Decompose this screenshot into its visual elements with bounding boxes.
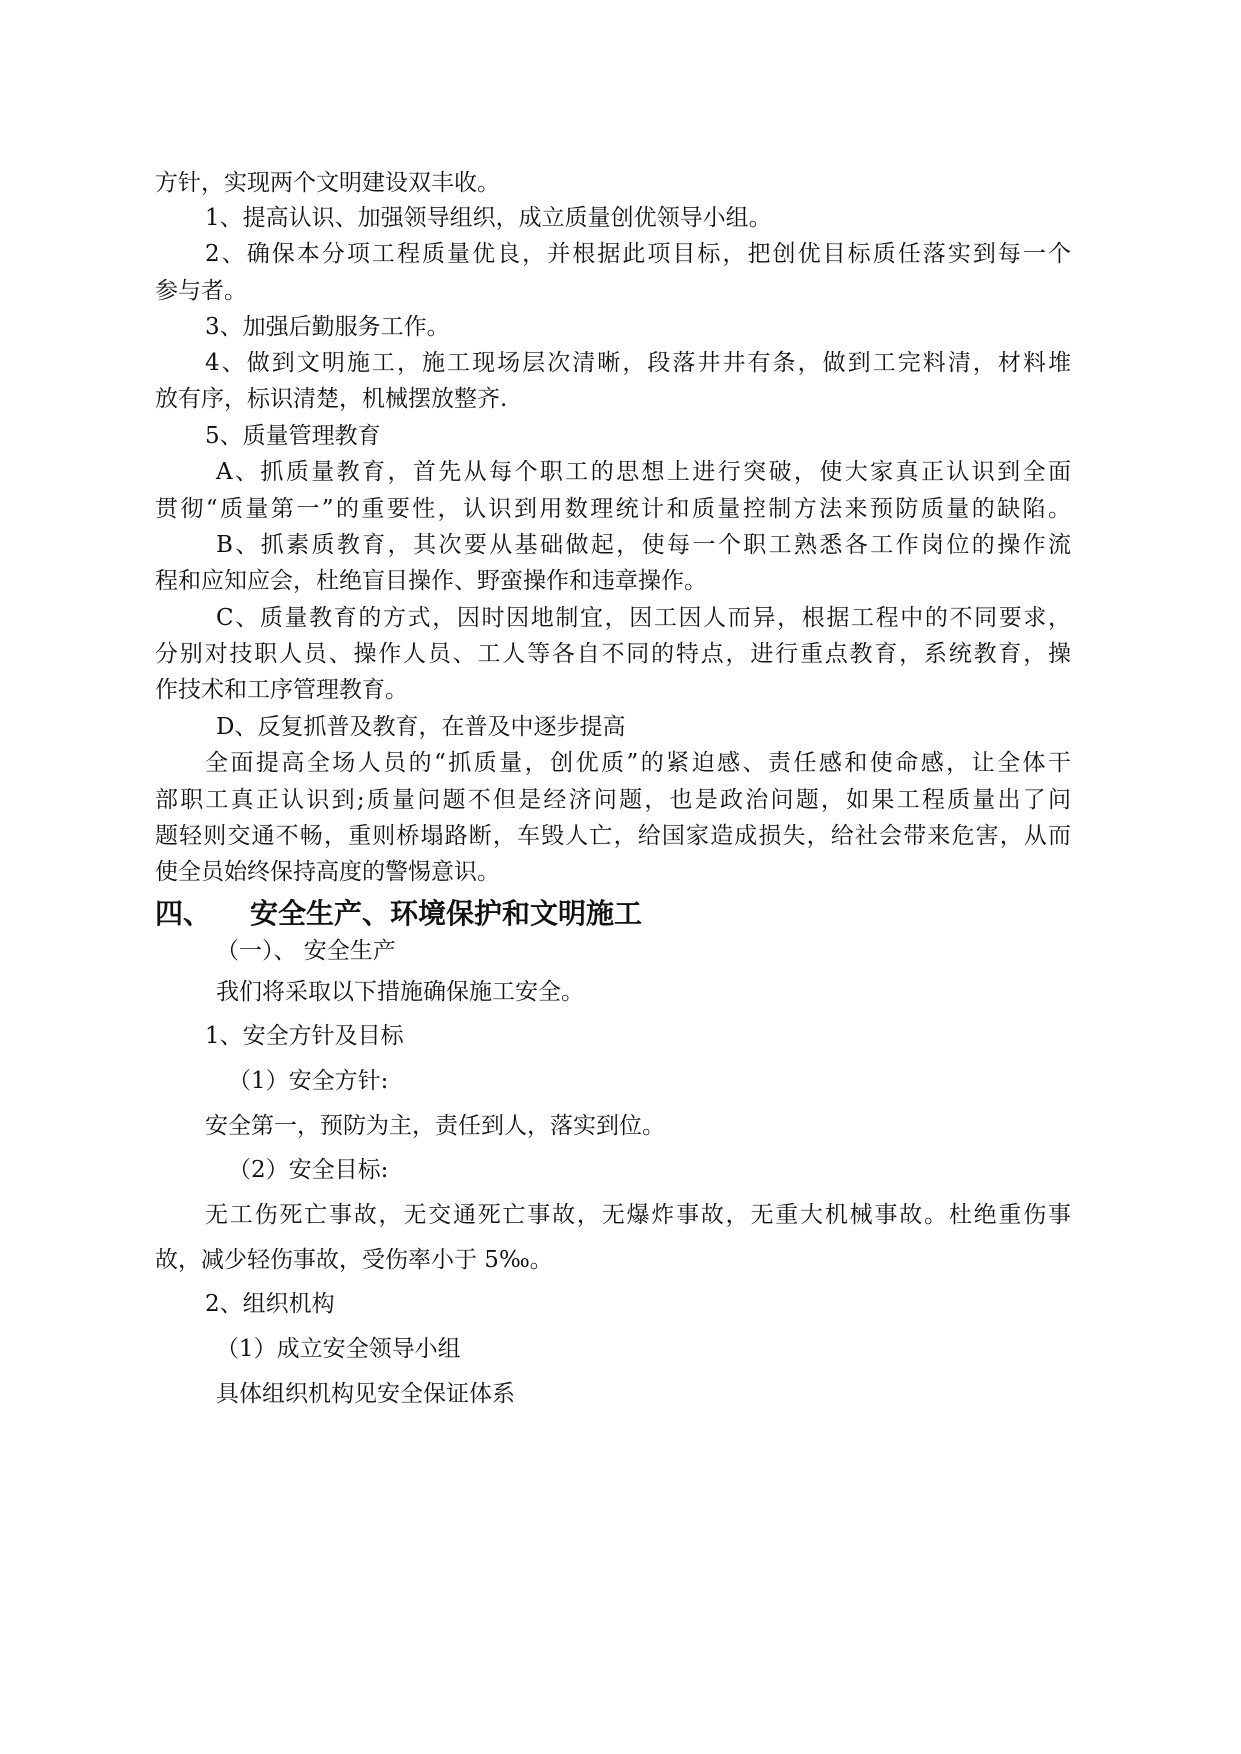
paragraph-line: 程和应知应会，杜绝盲目操作、野蛮操作和违章操作。 xyxy=(155,568,707,594)
paragraph-line: 题轻则交通不畅，重则桥塌路断，车毁人亡，给国家造成损失，给社会带来危害，从而 xyxy=(155,823,1071,849)
list-item-1: 1、提高认识、加强领导组织，成立质量创优领导小组。 xyxy=(205,205,772,231)
sub-item-1: （1）安全方针: xyxy=(228,1068,389,1094)
paragraph-line: 无工伤死亡事故，无交通死亡事故，无爆炸事故，无重大机械事故。杜绝重伤事 xyxy=(205,1202,1071,1228)
list-item-4: 4、做到文明施工，施工现场层次清晰，段落井井有条，做到工完料清，材料堆 xyxy=(205,350,1071,376)
paragraph-line: 全面提高全场人员的“抓质量，创优质”的紧迫感、责任感和使命感，让全体干 xyxy=(205,750,1071,776)
paragraph-line: 具体组织机构见安全保证体系 xyxy=(216,1381,515,1407)
list-item-5: 5、质量管理教育 xyxy=(205,423,381,449)
paragraph-line: 分别对技职人员、操作人员、工人等各自不同的特点，进行重点教育，系统教育，操 xyxy=(155,641,1071,667)
list-item-2: 2、组织机构 xyxy=(205,1291,335,1317)
sub-item-a: A、抓质量教育，首先从每个职工的思想上进行突破，使大家真正认识到全面 xyxy=(216,459,1071,485)
paragraph-line: 部职工真正认识到;质量问题不但是经济问题，也是政治问题，如果工程质量出了问 xyxy=(155,787,1071,813)
section-heading xyxy=(155,896,642,932)
sub-item-2: （2）安全目标: xyxy=(228,1157,389,1183)
paragraph-line: 我们将采取以下措施确保施工安全。 xyxy=(216,979,584,1005)
paragraph-line: 方针，实现两个文明建设双丰收。 xyxy=(155,170,500,196)
paragraph-line: 贯彻“质量第一”的重要性，认识到用数理统计和质量控制方法来预防质量的缺陷。 xyxy=(155,496,1071,522)
sub-item-d: D、反复抓普及教育，在普及中逐步提高 xyxy=(216,714,626,740)
paragraph-line: 故，减少轻伤事故，受伤率小于 5‰。 xyxy=(155,1247,553,1273)
list-item-2: 2、确保本分项工程质量优良，并根据此项目标，把创优目标质任落实到每一个 xyxy=(205,241,1071,267)
sub-item-c: C、质量教育的方式，因时因地制宜，因工因人而异，根据工程中的不同要求， xyxy=(216,605,1071,631)
list-item-3: 3、加强后勤服务工作。 xyxy=(205,314,450,340)
subsection-title: （一）、 安全生产 xyxy=(216,938,396,964)
section-title: 安全生产、环境保护和文明施工 xyxy=(250,897,643,930)
sub-item-b: B、抓素质教育，其次要从基础做起，使每一个职工熟悉各工作岗位的操作流 xyxy=(216,532,1071,558)
paragraph-line: 作技术和工序管理教育。 xyxy=(155,677,408,703)
list-item-1: 1、安全方针及目标 xyxy=(205,1023,404,1049)
section-number: 四、 xyxy=(155,897,212,930)
sub-item-1: （1）成立安全领导小组 xyxy=(216,1336,461,1362)
paragraph-line: 参与者。 xyxy=(155,278,247,304)
paragraph-line: 安全第一，预防为主，责任到人，落实到位。 xyxy=(205,1113,665,1139)
paragraph-line: 使全员始终保持高度的警惕意识。 xyxy=(155,859,500,885)
paragraph-line: 放有序，标识清楚，机械摆放整齐. xyxy=(155,386,508,412)
